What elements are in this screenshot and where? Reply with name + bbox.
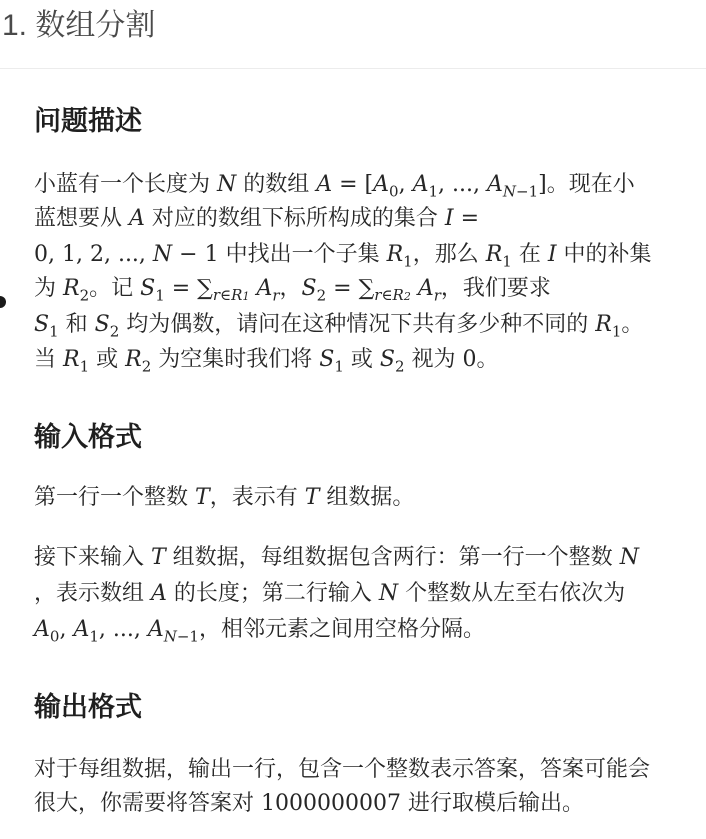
input-paragraph-2-line-3: $A_0$, $A_1$, ..., $A_{N-1}$，相邻元素之间用空格分隔。 <box>34 617 485 646</box>
output-line-1 <box>34 753 694 787</box>
page-title: 1. 数组分割 <box>2 9 156 42</box>
input-paragraph-2-line-1: 接下来输入 T 组数据，每组数据包含两行：第一行一个整数 N <box>34 545 639 570</box>
bullet-marker <box>0 296 6 308</box>
input-section <box>34 421 142 455</box>
description-line-6: 当 $R_1$ 或 $R_2$ 为空集时我们将 $S_1$ 或 $S_2$ 视为 0。 <box>34 347 499 376</box>
output-line-2: 很大，你需要将答案对 1000000007 进行取模后输出。 <box>34 791 584 816</box>
description-line-3: 0, 1, 2, ..., N − 1 中找出一个子集 $R_1$，那么 $R_1$ 在 I 中的补集 <box>34 242 652 271</box>
output-text-1: 对于每组数据，输出一行，包含一个整数表示答案，答案可能会 <box>34 757 651 782</box>
output-heading: 输出格式 <box>34 692 142 723</box>
input-paragraph-1: 第一行一个整数 T，表示有 T 组数据。 <box>34 485 415 510</box>
description-heading: 问题描述 <box>34 106 142 137</box>
description-line-4: 为 $R_2$。记 $S_1 = \sum_{r\in R1}$ $A_r$，$S_2 = \sum_{r\in R2}$ $A_r$，我们要求 <box>34 276 551 305</box>
output-section <box>34 691 142 725</box>
description-line-1: 小蓝有一个长度为 N 的数组 $A = [A_0$, $A_1$, ..., $A_{N-1}$]。现在小 <box>34 172 635 201</box>
description-line-5: $S_1$ 和 $S_2$ 均为偶数，请问在这种情况下共有多少种不同的 $R_1$。 <box>34 312 644 341</box>
description-line-2: 蓝想要从 A 对应的数组下标所构成的集合 I = <box>34 206 480 231</box>
problem-panel <box>0 68 706 839</box>
input-paragraph-2-line-2: ，表示数组 A 的长度；第二行输入 N 个整数从左至右依次为 <box>34 581 626 606</box>
description-section <box>34 105 142 139</box>
input-heading: 输入格式 <box>34 422 142 453</box>
